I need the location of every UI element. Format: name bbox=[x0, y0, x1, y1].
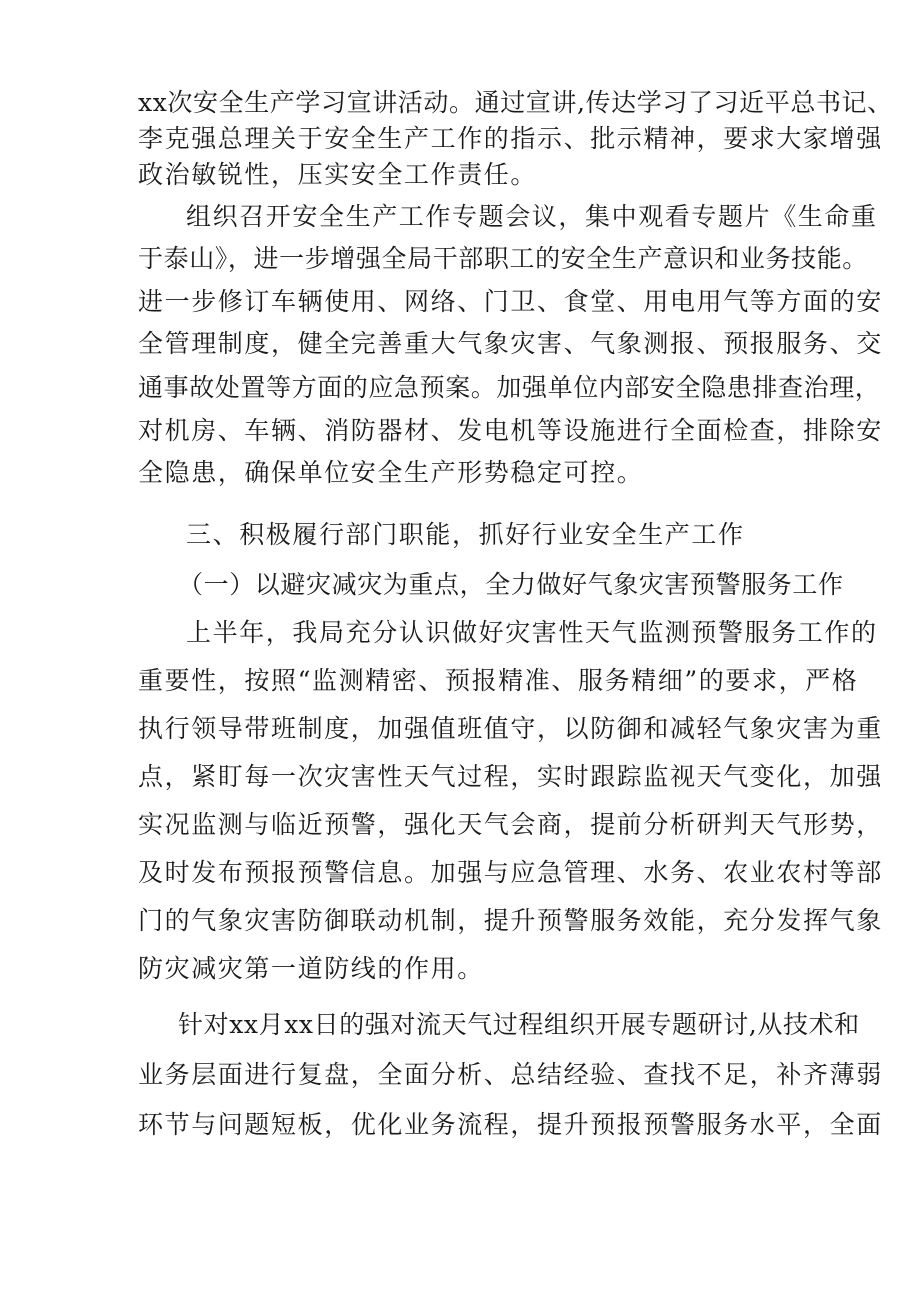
paragraph-3-line-5: 实况监测与临近预警，强化天气会商，提前分析研判天气形势， bbox=[138, 810, 883, 839]
paragraph-3-line-7: 门的气象灾害防御联动机制，提升预警服务效能，充分发挥气象 bbox=[138, 906, 883, 935]
paragraph-4-line-3: 环节与问题短板，优化业务流程，提升预报预警服务水平，全面 bbox=[138, 1110, 883, 1139]
paragraph-4-line-2: 业务层面进行复盘，全面分析、总结经验、查找不足，补齐薄弱 bbox=[138, 1060, 883, 1089]
paragraph-2-line-6: 对机房、车辆、消防器材、发电机等设施进行全面检查，排除安 bbox=[138, 416, 883, 445]
paragraph-3-line-3: 执行领导带班制度，加强值班值守，以防御和减轻气象灾害为重 bbox=[138, 714, 883, 743]
paragraph-2-line-5: 通事故处置等方面的应急预案。加强单位内部安全隐患排查治理， bbox=[138, 373, 881, 402]
subsection-heading: （一）以避灾减灾为重点，全力做好气象灾害预警服务工作 bbox=[178, 570, 844, 599]
paragraph-3-line-2: 重要性，按照“监测精密、预报精准、服务精细”的要求，严格 bbox=[138, 666, 859, 695]
paragraph-1-line-3: 政治敏锐性，压实安全工作责任。 bbox=[138, 160, 538, 189]
paragraph-2-line-7: 全隐患，确保单位安全生产形势稳定可控。 bbox=[138, 458, 644, 487]
section-heading: 三、积极履行部门职能，抓好行业安全生产工作 bbox=[186, 520, 745, 549]
paragraph-2-line-1: 组织召开安全生产工作专题会议，集中观看专题片《生命重 bbox=[186, 202, 878, 231]
paragraph-1-line-2: 李克强总理关于安全生产工作的指示、批示精神，要求大家增强 bbox=[138, 124, 883, 153]
paragraph-1-line-1: xx次安全生产学习宣讲活动。通过宣讲,传达学习了习近平总书记、 bbox=[138, 88, 893, 117]
paragraph-3-line-4: 点，紧盯每一次灾害性天气过程，实时跟踪监视天气变化，加强 bbox=[138, 762, 883, 791]
paragraph-3-line-1: 上半年，我局充分认识做好灾害性天气监测预警服务工作的 bbox=[186, 618, 878, 647]
paragraph-2-line-2: 于泰山》，进一步增强全局干部职工的安全生产意识和业务技能。 bbox=[138, 244, 868, 273]
paragraph-3-line-8: 防灾减灾第一道防线的作用。 bbox=[138, 954, 484, 983]
paragraph-2-line-3: 进一步修订车辆使用、网络、门卫、食堂、用电用气等方面的安 bbox=[138, 287, 883, 316]
paragraph-3-line-6: 及时发布预报预警信息。加强与应急管理、水务、农业农村等部 bbox=[138, 858, 883, 887]
paragraph-4-line-1: 针对xx月xx日的强对流天气过程组织开展专题研讨,从技术和 bbox=[178, 1010, 860, 1039]
paragraph-2-line-4: 全管理制度，健全完善重大气象灾害、气象测报、预报服务、交 bbox=[138, 329, 883, 358]
